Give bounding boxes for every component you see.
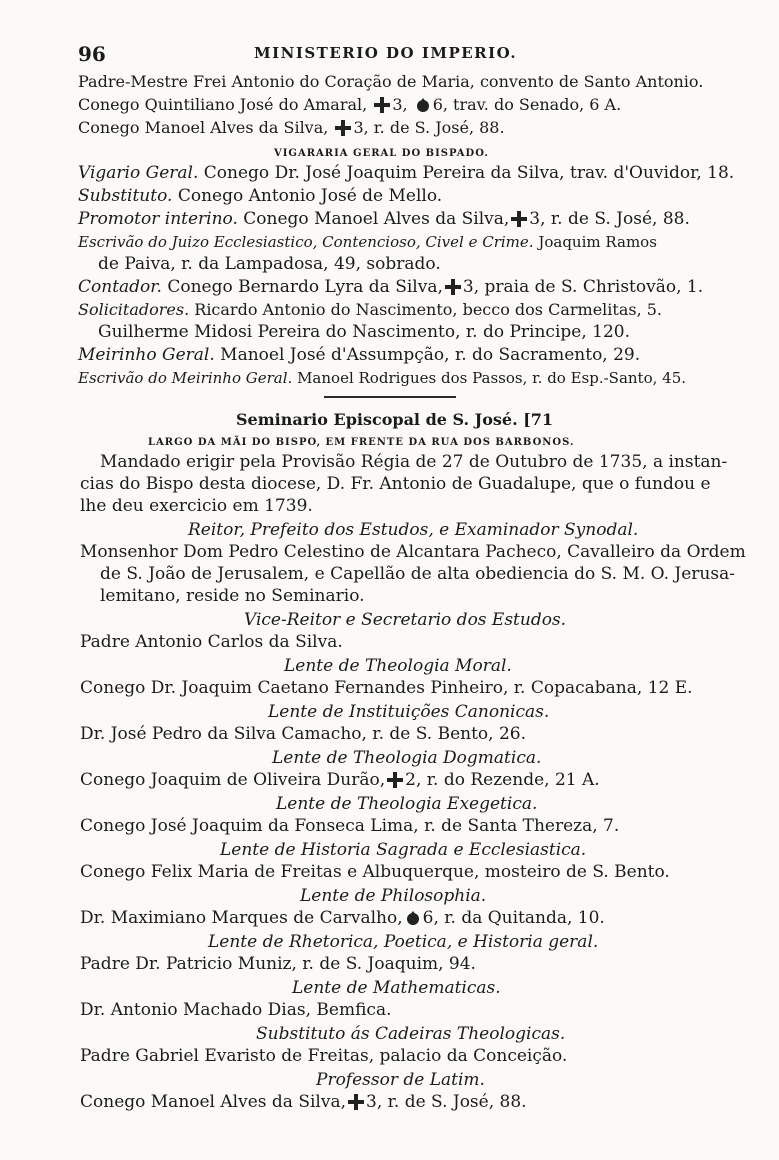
- cross-decoration-icon: [374, 97, 390, 113]
- clergy-line-3: Conego Manoel Alves da Silva, 3, r. de S. José, 88.: [78, 118, 505, 137]
- lente-philosophia: Dr. Maximiano Marques de Carvalho, 6, r. da Quitanda, 10.: [80, 908, 605, 928]
- seminario-intro-2: cias do Bispo desta diocese, D. Fr. Antonio de Guadalupe, que o fundou e: [80, 474, 711, 494]
- seminario-title: Seminario Episcopal de S. José. [71: [236, 410, 554, 429]
- meirinho-entry: Meirinho Geral. Manoel José d'Assumpção, r. do Sacramento, 29.: [78, 345, 641, 365]
- page-number: 96: [78, 42, 106, 66]
- reitor-line-1: Monsenhor Dom Pedro Celestino de Alcantara Pacheco, Cavalleiro da Ordem: [80, 542, 746, 562]
- seminario-intro-1: Mandado erigir pela Provisão Régia de 27 de Outubro de 1735, a instan-: [100, 452, 728, 472]
- contador-entry: Contador. Conego Bernardo Lyra da Silva, 3, praia de S. Christovão, 1.: [78, 277, 704, 297]
- lente-exegetica: Conego José Joaquim da Fonseca Lima, r. de Santa Thereza, 7.: [80, 816, 620, 836]
- cross-decoration-icon: [335, 120, 351, 136]
- section-divider: [324, 396, 456, 398]
- vice-reitor: Padre Antonio Carlos da Silva.: [80, 632, 343, 652]
- heading-reitor: Reitor, Prefeito dos Estudos, e Examinador Synodal.: [188, 520, 639, 540]
- running-title: MINISTERIO DO IMPERIO.: [254, 44, 518, 62]
- heading-latim: Professor de Latim.: [316, 1070, 485, 1090]
- reitor-line-2: de S. João de Jerusalem, e Capellão de alta obediencia do S. M. O. Jerusa-: [100, 564, 735, 584]
- clergy-line-1: Padre-Mestre Frei Antonio do Coração de Maria, convento de Santo Antonio.: [78, 72, 704, 91]
- promotor-entry: Promotor interino. Conego Manoel Alves da Silva, 3, r. de S. José, 88.: [78, 209, 690, 229]
- heading-canonicas: Lente de Instituições Canonicas.: [268, 702, 550, 722]
- heading-rhetorica: Lente de Rhetorica, Poetica, e Historia geral.: [208, 932, 599, 952]
- lente-canonicas: Dr. José Pedro da Silva Camacho, r. de S. Bento, 26.: [80, 724, 526, 744]
- heading-historia: Lente de Historia Sagrada e Ecclesiastica.: [220, 840, 587, 860]
- cross-decoration-icon: [348, 1094, 364, 1110]
- page-header: [78, 42, 710, 66]
- seminario-address: LARGO DA MÃI DO BISPO, EM FRENTE DA RUA DOS BARBONOS.: [148, 437, 575, 448]
- solicitadores-entry-cont: Guilherme Midosi Pereira do Nascimento, r. do Principe, 120.: [98, 322, 630, 342]
- escrivao-entry-cont: de Paiva, r. da Lampadosa, 49, sobrado.: [98, 254, 441, 274]
- professor-latim: Conego Manoel Alves da Silva, 3, r. de S. José, 88.: [80, 1092, 527, 1112]
- substituto-cadeiras: Padre Gabriel Evaristo de Freitas, palacio da Conceição.: [80, 1046, 568, 1066]
- clergy-line-2: Conego Quintiliano José do Amaral, 3, 6, trav. do Senado, 6 A.: [78, 95, 622, 114]
- rose-decoration-icon: [405, 910, 421, 926]
- escrivao-entry: Escrivão do Juizo Ecclesiastico, Contencioso, Civel e Crime. Joaquim Ramos: [78, 233, 657, 251]
- rose-decoration-icon: [415, 97, 431, 113]
- seminario-intro-3: lhe deu exercicio em 1739.: [80, 496, 313, 516]
- heading-moral: Lente de Theologia Moral.: [284, 656, 512, 676]
- heading-dogmatica: Lente de Theologia Dogmatica.: [272, 748, 542, 768]
- substituto-entry: Substituto. Conego Antonio José de Mello.: [78, 186, 443, 206]
- cross-decoration-icon: [445, 279, 461, 295]
- heading-vice-reitor: Vice-Reitor e Secretario dos Estudos.: [244, 610, 567, 630]
- heading-mathematicas: Lente de Mathematicas.: [292, 978, 501, 998]
- heading-substituto: Substituto ás Cadeiras Theologicas.: [256, 1024, 566, 1044]
- heading-philosophia: Lente de Philosophia.: [300, 886, 487, 906]
- cross-decoration-icon: [387, 772, 403, 788]
- lente-moral: Conego Dr. Joaquim Caetano Fernandes Pinheiro, r. Copacabana, 12 E.: [80, 678, 693, 698]
- lente-historia: Conego Felix Maria de Freitas e Albuquerque, mosteiro de S. Bento.: [80, 862, 670, 882]
- reitor-line-3: lemitano, reside no Seminario.: [100, 586, 365, 606]
- lente-dogmatica: Conego Joaquim de Oliveira Durão, 2, r. do Rezende, 21 A.: [80, 770, 600, 790]
- vigario-entry: Vigario Geral. Conego Dr. José Joaquim Pereira da Silva, trav. d'Ouvidor, 18.: [78, 163, 735, 183]
- lente-mathematicas: Dr. Antonio Machado Dias, Bemfica.: [80, 1000, 392, 1020]
- cross-decoration-icon: [511, 211, 527, 227]
- escrivao-meirinho-entry: Escrivão do Meirinho Geral. Manoel Rodrigues dos Passos, r. do Esp.-Santo, 45.: [78, 369, 687, 387]
- section-heading-vicaria: VIGARARIA GERAL DO BISPADO.: [274, 148, 489, 159]
- lente-rhetorica: Padre Dr. Patricio Muniz, r. de S. Joaquim, 94.: [80, 954, 476, 974]
- heading-exegetica: Lente de Theologia Exegetica.: [276, 794, 538, 814]
- solicitadores-entry: Solicitadores. Ricardo Antonio do Nascimento, becco dos Carmelitas, 5.: [78, 300, 663, 319]
